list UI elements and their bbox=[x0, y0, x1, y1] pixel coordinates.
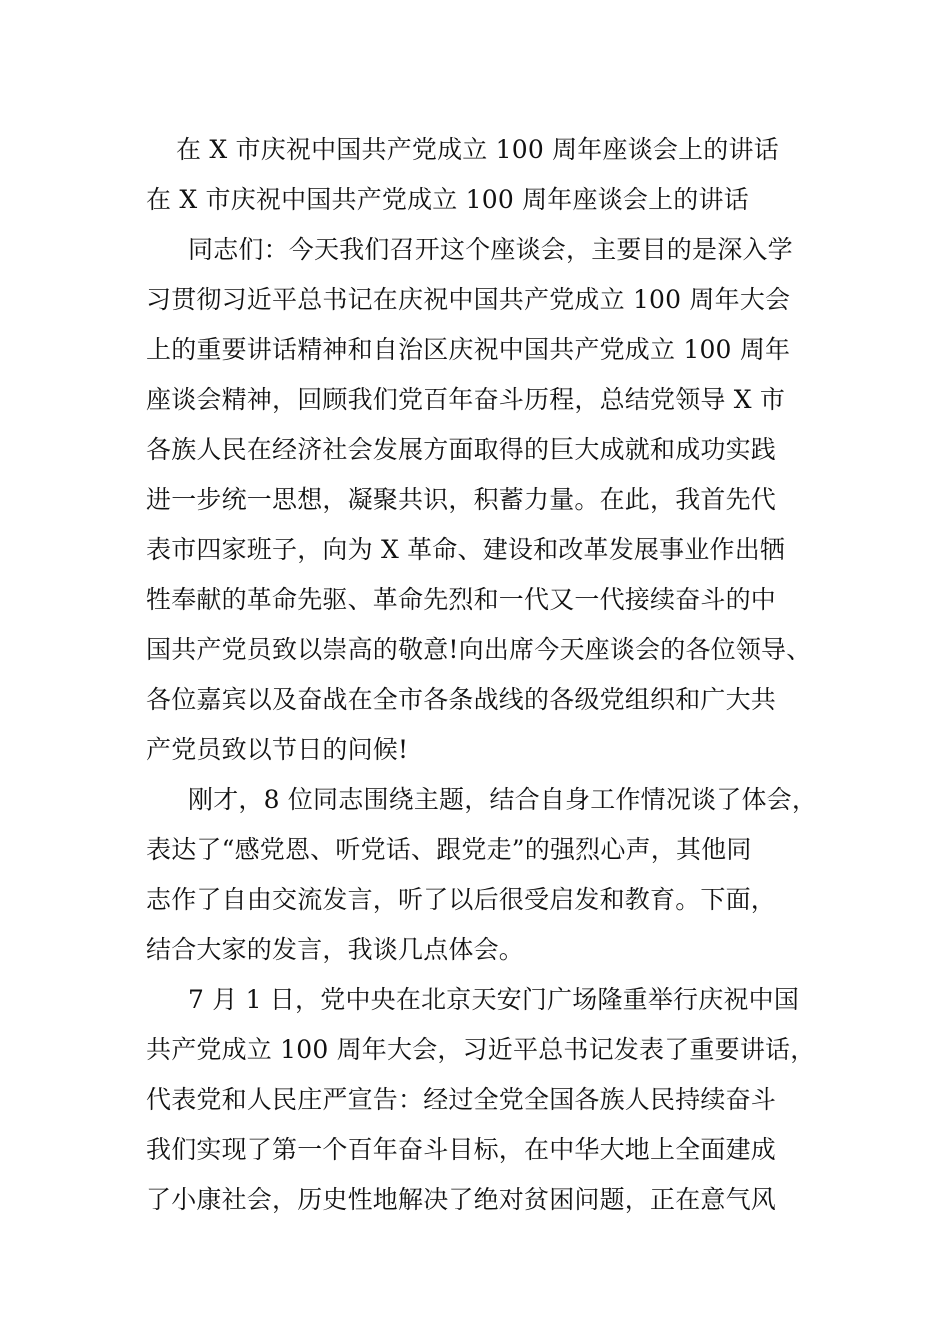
paragraph-2-line-1: 刚才，8 位同志围绕主题，结合自身工作情况谈了体会， bbox=[188, 785, 818, 814]
paragraph-3-line-5: 了小康社会，历史性地解决了绝对贫困问题，正在意气风 bbox=[146, 1185, 777, 1214]
paragraph-1-line-5: 各族人民在经济社会发展方面取得的巨大成就和成功实践 bbox=[146, 435, 777, 464]
paragraph-3-line-1: 7 月 1 日，党中央在北京天安门广场隆重举行庆祝中国 bbox=[188, 985, 800, 1014]
paragraph-3-line-2: 共产党成立 100 周年大会，习近平总书记发表了重要讲话， bbox=[146, 1035, 816, 1064]
paragraph-2-line-4: 结合大家的发言，我谈几点体会。 bbox=[146, 935, 525, 964]
paragraph-3-line-4: 我们实现了第一个百年奋斗目标，在中华大地上全面建成 bbox=[146, 1135, 777, 1164]
paragraph-1-line-3: 上的重要讲话精神和自治区庆祝中国共产党成立 100 周年 bbox=[146, 335, 791, 364]
paragraph-1-line-9: 国共产党员致以崇高的敬意!向出席今天座谈会的各位领导、 bbox=[146, 635, 812, 664]
paragraph-1-line-11: 产党员致以节日的问候! bbox=[146, 735, 409, 764]
paragraph-2-line-3: 志作了自由交流发言，听了以后很受启发和教育。下面， bbox=[146, 885, 777, 914]
paragraph-1-line-10: 各位嘉宾以及奋战在全市各条战线的各级党组织和广大共 bbox=[146, 685, 777, 714]
document-title-repeat: 在 X 市庆祝中国共产党成立 100 周年座谈会上的讲话 bbox=[146, 185, 749, 214]
paragraph-1-line-2: 习贯彻习近平总书记在庆祝中国共产党成立 100 周年大会 bbox=[146, 285, 791, 314]
paragraph-2-line-2: 表达了“感党恩、听党话、跟党走”的强烈心声，其他同 bbox=[146, 835, 752, 864]
paragraph-3-line-3: 代表党和人民庄严宣告：经过全党全国各族人民持续奋斗 bbox=[146, 1085, 777, 1114]
paragraph-1-line-6: 进一步统一思想，凝聚共识，积蓄力量。在此，我首先代 bbox=[146, 485, 777, 514]
paragraph-1-line-1: 同志们：今天我们召开这个座谈会，主要目的是深入学 bbox=[188, 235, 793, 264]
paragraph-1-line-4: 座谈会精神，回顾我们党百年奋斗历程，总结党领导 X 市 bbox=[146, 385, 786, 414]
document-title: 在 X 市庆祝中国共产党成立 100 周年座谈会上的讲话 bbox=[176, 135, 779, 164]
paragraph-1-line-7: 表市四家班子，向为 X 革命、建设和改革发展事业作出牺 bbox=[146, 535, 786, 564]
paragraph-1-line-8: 牲奉献的革命先驱、革命先烈和一代又一代接续奋斗的中 bbox=[146, 585, 777, 614]
